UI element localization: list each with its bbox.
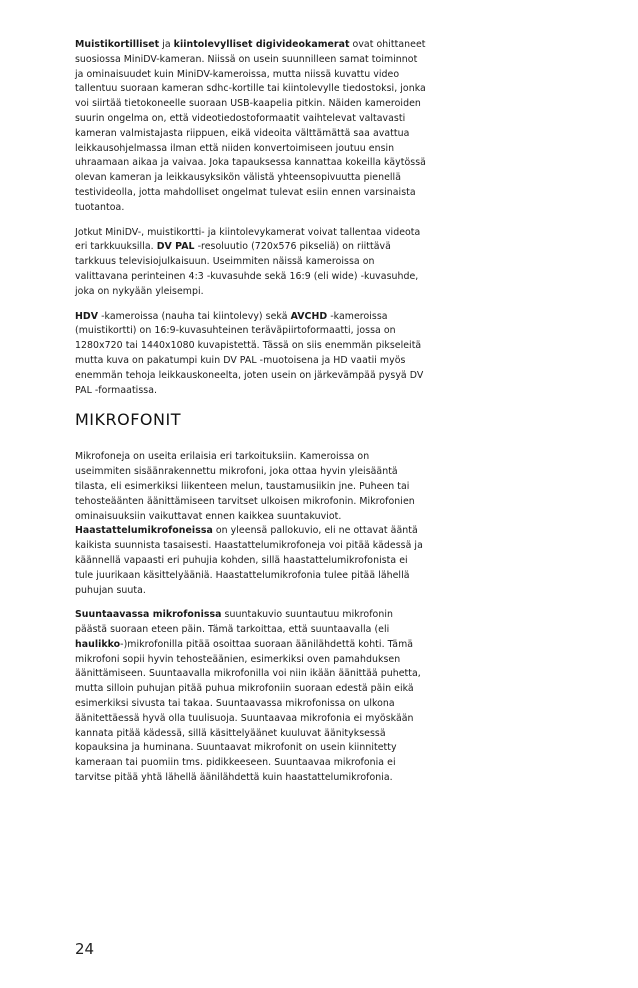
document-page	[75, 38, 427, 796]
body-paragraph-1	[75, 38, 427, 216]
text-run: Jotkut MiniDV-, muistikortti- ja kiintolevykamerat voivat tallentaa videota eri tarkkuuksilla.	[75, 226, 421, 253]
text-run: suuntakuvio suuntautuu mikrofonin päästä suoraan eteen päin. Tämä tarkoittaa, että suuntaavalla (eli	[75, 609, 393, 636]
body-paragraph-2	[75, 226, 427, 300]
body-paragraph-3	[75, 310, 427, 399]
text-run: ovat ohittaneet suosiossa MiniDV-kameran. Niissä on usein suunnilleen samat toiminnot ja ominaisuudet kuin MiniDV-kameroissa, mutta niissä kuvattu video tallentuu suoraan kameran sdhc-kortille tai kiintolevylle tiedostoksi, jonka voi siirtää tietokoneelle suoraan USB-kaapelia pitkin. Näiden kameroiden suurin ongelma on, että videotiedostoformaatit vaihtelevat valtavasti kameran valmistajasta riippuen, eikä videoita välttämättä saa avattua leikkausohjelmassa ilman että niiden konvertoimiseen joutuu ensin uhraamaan aikaa ja vaivaa. Joka tapauksessa kannattaa kokeilla käytössä olevan kameran ja leikkausyksikön välistä yhteensopivuutta pienellä testivideolla, jotta mahdolliset ongelmat tulevat esiin ennen varsinaista tuotantoa.	[75, 39, 426, 213]
bold-term: DV PAL	[156, 241, 195, 253]
page-number: 24	[75, 940, 95, 958]
text-run: on yleensä pallokuvio, eli ne ottavat ääntä kaikista suunnista tasaisesti. Haastattelumikrofoneja voi pitää kädessä ja käännellä vapaasti eri puhujia kohden, sillä haastattelumikrofonista ei tule juurikaan käsittelyääniä. Haastattelumikrofonia tulee pitää lähellä puhujan suuta.	[75, 525, 423, 596]
text-run: -kameroissa (nauha tai kiintolevy) sekä	[98, 310, 291, 322]
body-paragraph-5	[75, 608, 427, 786]
text-run: -kameroissa (muistikortti) on 16:9-kuvasuhteinen teräväpiirtoformaatti, jossa on 1280x720 tai 1440x1080 kuvapistettä. Tässä on siis enemmän pikseleitä mutta kuva on pakatumpi kuin DV PAL -muotoisena ja HD vaatii myös enemmän tehoja leikkauskoneelta, joten usein on järkevämpää pysyä DV PAL -formaatissa.	[75, 310, 424, 396]
text-run: -)mikrofonilla pitää osoittaa suoraan äänilähdettä kohti. Tämä mikrofoni sopii hyvin tehosteäänien, esimerkiksi oven pamahduksen äänittämiseen. Suuntaavalla mikrofonilla voi niin ikään äänittää puhetta, mutta silloin puhujan pitää puhua mikrofoniin suoraan edestä päin eikä esimerkiksi sivusta tai takaa. Suuntaavassa mikrofonissa on ulkona äänitettäessä hyvä olla tuulisuoja. Suuntaavaa mikrofonia ei myöskään kannata pitää kädessä, sillä käsittelyäänet kuuluvat äänityksessä kopauksina ja huminana. Suuntaavat mikrofonit on usein kiinnitetty kameraan tai puomiin tms. pidikkeeseen. Suuntaavaa mikrofonia ei tarvitse pitää yhtä lähellä äänilähdettä kuin haastattelumikrofonia.	[75, 638, 421, 784]
bold-term: HDV	[75, 310, 99, 322]
text-run: ja	[159, 39, 174, 50]
bold-term: haulikko	[75, 638, 121, 650]
body-paragraph-4	[75, 450, 427, 598]
text-run: Mikrofoneja on useita erilaisia eri tarkoituksiin. Kameroissa on useimmiten sisäänrakennettu mikrofoni, joka ottaa hyvin yleisääntä tilasta, eli esimerkiksi liikenteen melun, taustamusiikin jne. Puheen tai tehosteäänten äänittämiseen tarvitset ulkoisen mikrofonin. Mikrofonien ominaisuuksiin vaikuttavat ennen kaikkea suuntakuviot.	[75, 451, 415, 522]
bold-term: kiintolevylliset digivideokamerat	[173, 39, 350, 50]
bold-term: AVCHD	[290, 310, 328, 322]
bold-term: Muistikortilliset	[75, 39, 160, 50]
bold-term: Haastattelumikrofoneissa	[75, 525, 213, 537]
text-run: -resoluutio (720x576 pikseliä) on riittävä tarkkuus televisiojulkaisuun. Useimmiten näissä kameroissa on valittavana perinteinen 4:3 -kuvasuhde sekä 16:9 (eli wide) -kuvasuhde, joka on nykyään yleisempi.	[75, 241, 419, 297]
section-heading: MIKROFONIT	[75, 410, 181, 430]
bold-term: Suuntaavassa mikrofonissa	[75, 609, 222, 621]
